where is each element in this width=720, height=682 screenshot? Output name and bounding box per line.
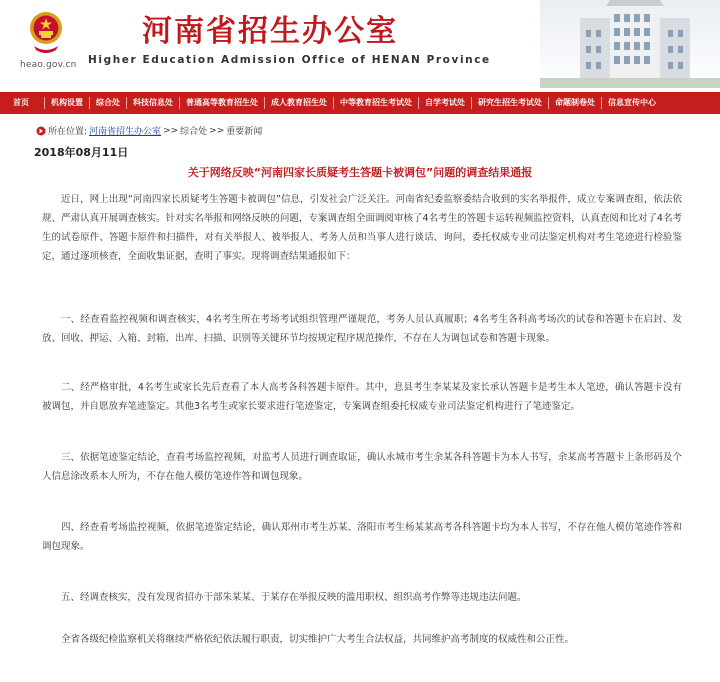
breadcrumb xyxy=(36,124,262,137)
nav-self-study-exam[interactable]: 自学考试处 xyxy=(425,98,465,107)
article-paragraph: 一、经查看监控视频和调查核实，4名考生所在考场考试组织管理严谨规范，考务人员认真履职；4名考生各科高考场次的试卷和答题卡在启封、发放、回收、押运、入箱、封箱、出库、扫描、识别等关键环节均按规定程序规范操作，不存在人为调包试卷和答题卡现象。 xyxy=(42,314,682,344)
nav-divider xyxy=(126,97,127,109)
nav-organization[interactable]: 机构设置 xyxy=(51,98,83,107)
breadcrumb-home-link[interactable]: 河南省招生办公室 xyxy=(89,127,162,137)
breadcrumb-prefix: 所在位置: xyxy=(48,127,88,137)
breadcrumb-separator: >> xyxy=(163,125,179,136)
breadcrumb-arrow-icon xyxy=(36,126,46,136)
breadcrumb-current: 重要新闻 xyxy=(226,127,263,137)
heao-logo-text: HEAO xyxy=(86,25,131,40)
nav-divider xyxy=(471,97,472,109)
article-paragraph: 五、经调查核实，没有发现省招办干部朱某某、于某存在举报反映的滥用职权、组织高考作弊等违规违法问题。 xyxy=(61,592,527,603)
site-title: 河南省招生办公室 xyxy=(142,14,398,49)
nav-info-center[interactable]: 信息宣传中心 xyxy=(608,98,656,107)
nav-divider xyxy=(264,97,265,109)
nav-divider xyxy=(548,97,549,109)
nav-higher-edu[interactable]: 普通高等教育招生处 xyxy=(186,98,258,107)
nav-divider xyxy=(179,97,180,109)
nav-divider xyxy=(601,97,602,109)
nav-divider xyxy=(89,97,90,109)
nav-exam-paper[interactable]: 命题制卷处 xyxy=(555,98,595,107)
article-date: 2018年08月11日 xyxy=(34,146,129,159)
breadcrumb-section[interactable]: 综合处 xyxy=(180,127,208,137)
main-nav xyxy=(0,92,720,114)
nav-tech-info[interactable]: 科技信息处 xyxy=(133,98,173,107)
article-paragraph: 四、经查看考场监控视频，依据笔迹鉴定结论，确认郑州市考生苏某、洛阳市考生杨某某高考各科答题卡均为本人书写，不存在他人模仿笔迹作答和调包现象。 xyxy=(42,522,682,552)
nav-home[interactable]: 首页 xyxy=(13,98,29,107)
nav-graduate-exam[interactable]: 研究生招生考试处 xyxy=(478,98,542,107)
article-paragraph: 近日，网上出现“河南四家长质疑考生答题卡被调包”信息，引发社会广泛关注。河南省纪委监察委结合收到的实名举报件，成立专案调查组，依法依规、严肃认真开展调查核实。针对实名举报和网络反映的问题，专案调查组全面调阅审核了4名考生的答题卡运转视频监控资料，认真查阅和比对了4名考生的试卷原件、答题卡原件和扫描件，对有关举报人、被举报人、考务人员和当事人进行谈话、询问，委托权威专业司法鉴定机构对考生笔迹进行检验鉴定，通过逐项核查，全面收集证据，查明了事实。现将调查结果通报如下： xyxy=(42,194,682,262)
site-url: heao.gov.cn xyxy=(20,60,77,70)
site-header xyxy=(0,0,720,88)
article-title: 关于网络反映“河南四家长质疑考生答题卡被调包”问题的调查结果通报 xyxy=(187,166,533,179)
nav-divider xyxy=(333,97,334,109)
article-paragraph: 全省各级纪检监察机关将继续严格依纪依法履行职责，切实维护广大考生合法权益，共同维护高考制度的权威性和公正性。 xyxy=(61,634,575,645)
nav-divider xyxy=(418,97,419,109)
nav-divider xyxy=(44,97,45,109)
article-paragraph: 二、经严格审批，4名考生或家长先后查看了本人高考各科答题卡原件。其中，息县考生李某某及家长承认答题卡是考生本人笔迹，确认答题卡没有被调包，并自愿放弃笔迹鉴定。其他3名考生或家长要求进行笔迹鉴定，专案调查组委托权威专业司法鉴定机构进行了笔迹鉴定。 xyxy=(42,382,682,412)
nav-secondary-edu[interactable]: 中等教育招生考试处 xyxy=(340,98,412,107)
nav-adult-edu[interactable]: 成人教育招生处 xyxy=(271,98,327,107)
site-subtitle: Higher Education Admission Office of HENAN Province xyxy=(88,54,491,66)
breadcrumb-separator: >> xyxy=(209,125,225,136)
article-paragraph: 三、依据笔迹鉴定结论，查看考场监控视频，对监考人员进行调查取证，确认永城市考生余某各科答题卡为本人书写，余某高考答题卡上条形码及个人信息涂改系本人所为，不存在他人模仿笔迹作答和调包现象。 xyxy=(42,452,682,482)
building-photo xyxy=(540,0,720,88)
national-emblem-icon xyxy=(28,8,64,56)
nav-general-office[interactable]: 综合处 xyxy=(96,98,120,107)
